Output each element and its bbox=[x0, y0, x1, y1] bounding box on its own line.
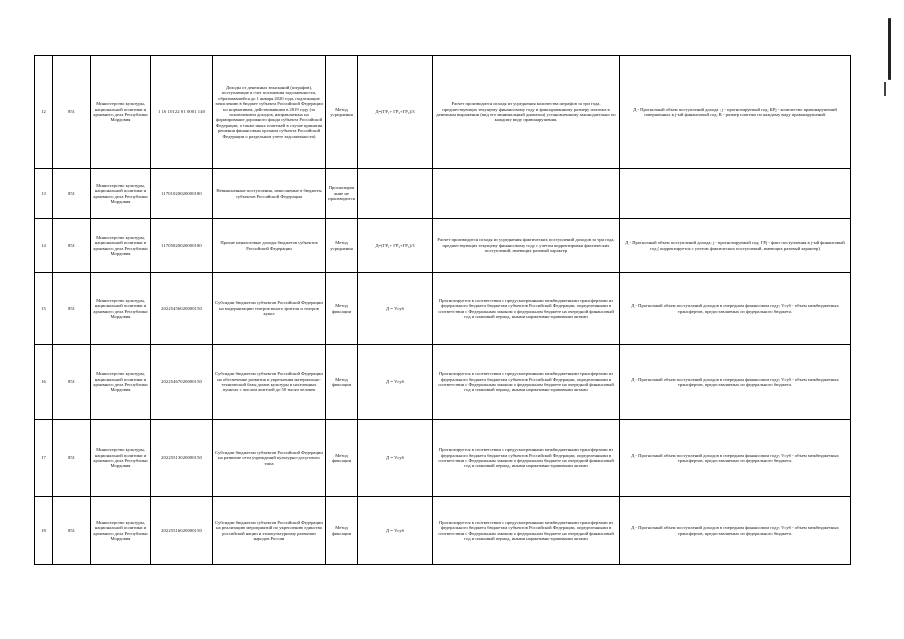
calc-formula: Д = Vсуб bbox=[358, 273, 433, 345]
kbk-code: 20225467020000150 bbox=[151, 345, 213, 420]
calc-algorithm bbox=[433, 169, 620, 219]
calc-formula: Д = Vсуб bbox=[358, 420, 433, 497]
revenue-name: Субсидии бюджетам субъектов Российской Федерации на обеспечение развития и укрепления материально-технической базы домов культуры в населенных пунктах с числом жителей до 50 тысяч человек bbox=[213, 345, 326, 420]
revenue-name: Прочие неналоговые доходы бюджетов субъектов Российской Федерации bbox=[213, 219, 326, 273]
admin-code: 851 bbox=[53, 420, 91, 497]
row-number: 16 bbox=[35, 345, 53, 420]
kbk-code: 11705020020000180 bbox=[151, 219, 213, 273]
formula-legend: Д - Прогнозный объем поступлений доходов в очередном финансовом году; Vсуб - объем межбюджетных трансфертов, предоставляемых из федерального бюджета. bbox=[620, 345, 851, 420]
kbk-code: 20225513020000150 bbox=[151, 420, 213, 497]
administrator-name: Министерство культуры, национальной политики и архивного дела Республики Мордовия bbox=[91, 169, 151, 219]
admin-code: 851 bbox=[53, 497, 91, 565]
calc-formula: Д=(ГР₁+ ГР₂+ГР₃)/3 bbox=[358, 56, 433, 169]
revenue-name: Субсидии бюджетам субъектов Российской Федерации на реализацию мероприятий по укреплению единства российской нации и этнокультурному развитию народов России bbox=[213, 497, 326, 565]
table-row bbox=[35, 219, 851, 273]
table-row bbox=[35, 169, 851, 219]
revenue-name: Субсидии бюджетам субъектов Российской Федерации на развитие сети учреждений культурно-досугового типа bbox=[213, 420, 326, 497]
administrator-name: Министерство культуры, национальной политики и архивного дела Республики Мордовия bbox=[91, 56, 151, 169]
kbk-code: 20225516020000150 bbox=[151, 497, 213, 565]
calc-algorithm: Прогнозируется в соответствии с предусмотренными межбюджетными трансфертами из федерального бюджета бюджетам субъектов Российской Федерации, определенными в соответствии с Федеральным законом о федеральном бюджете на очередной финансовый год и плановый период, иными нормативно-правовыми актами bbox=[433, 273, 620, 345]
admin-code: 851 bbox=[53, 219, 91, 273]
calc-formula: Д=(ГР₁+ ГР₂+ГР₃)/3 bbox=[358, 219, 433, 273]
calc-method: Метод усреднения bbox=[326, 56, 358, 169]
row-number: 14 bbox=[35, 219, 53, 273]
calc-method: Метод усреднения bbox=[326, 219, 358, 273]
row-number: 15 bbox=[35, 273, 53, 345]
formula-legend: Д - Прогнозный объем поступлений доходов в очередном финансовом году; Vсуб - объем межбюджетных трансфертов, предоставляемых из федерального бюджета. bbox=[620, 420, 851, 497]
table-row bbox=[35, 497, 851, 565]
formula-legend: Д - Прогнозный объем поступлений доходов в очередном финансовом году; Vсуб - объем межбюджетных трансфертов, предоставляемых из федерального бюджета. bbox=[620, 273, 851, 345]
admin-code: 851 bbox=[53, 56, 91, 169]
calc-method: Метод фиксации bbox=[326, 497, 358, 565]
scan-edge-mark bbox=[888, 18, 891, 80]
administrator-name: Министерство культуры, национальной политики и архивного дела Республики Мордовия bbox=[91, 420, 151, 497]
calc-formula: Д = Vсуб bbox=[358, 497, 433, 565]
scan-edge-mark-small bbox=[884, 82, 886, 96]
admin-code: 851 bbox=[53, 169, 91, 219]
revenue-name: Субсидии бюджетам субъектов Российской Федерации на модернизацию театров юного зрителя и театров кукол bbox=[213, 273, 326, 345]
calc-formula: Д = Vсуб bbox=[358, 345, 433, 420]
calc-algorithm: Прогнозируется в соответствии с предусмотренными межбюджетными трансфертами из федерального бюджета бюджетам субъектов Российской Федерации, определенными в соответствии с Федеральным законом о федеральном бюджете на очередной финансовый год и плановый период, иными нормативно-правовыми актами bbox=[433, 497, 620, 565]
calc-formula bbox=[358, 169, 433, 219]
calc-method: Метод фиксации bbox=[326, 345, 358, 420]
calc-method: Метод фиксации bbox=[326, 420, 358, 497]
formula-legend: Д - Прогнозный объем поступлений доходов в очередном финансовом году; Vсуб - объем межбюджетных трансфертов, предоставляемых из федерального бюджета. bbox=[620, 497, 851, 565]
row-number: 17 bbox=[35, 420, 53, 497]
admin-code: 851 bbox=[53, 273, 91, 345]
revenue-name: Невыясненные поступления, зачисляемые в бюджеты субъектов Российской Федерации bbox=[213, 169, 326, 219]
table-row bbox=[35, 345, 851, 420]
row-number: 13 bbox=[35, 169, 53, 219]
calc-method: Метод фиксации bbox=[326, 273, 358, 345]
administrator-name: Министерство культуры, национальной политики и архивного дела Республики Мордовия bbox=[91, 345, 151, 420]
formula-legend bbox=[620, 169, 851, 219]
administrator-name: Министерство культуры, национальной политики и архивного дела Республики Мордовия bbox=[91, 497, 151, 565]
revenue-forecast-table bbox=[34, 55, 851, 565]
formula-legend: Д - Прогнозный объем поступлений дохода ; j - прогнозируемый год; КРj - количество правонарушений совершенных в j-ый финансовый год; R - размер платежа по каждому виду правонарушений. bbox=[620, 56, 851, 169]
kbk-code: 1 16 10122 01 0001 140 bbox=[151, 56, 213, 169]
calc-algorithm: Расчет производится исходя из усреднения фактических поступлений доходов за три года, предшествующих текущему финансовому году с учетом корректировки фактических поступлений, имеющих разовый характер bbox=[433, 219, 620, 273]
revenue-name: Доходы от денежных взысканий (штрафов), поступающие в счет погашения задолженности, образовавшейся до 1 января 2020 года, подлежащие зачислению в бюджет субъекта Российской Федерации по нормативам, действовавшим в 2019 году (за исключением доходов, направляемых на формирование дорожного фонда субъекта Российской Федерации, а также иных платежей в случае принятия решения финансовым органом субъекта Российской Федерации о раздельном учете задолженности) bbox=[213, 56, 326, 169]
calc-algorithm: Расчет производится исходя из усреднения количества штрафов за три года, предшествующих текущему финансовому году и фиксированному размеру платежа в денежном выражении (вид его минимальный диапазон) установленному законодательно по каждому виду правонарушения. bbox=[433, 56, 620, 169]
administrator-name: Министерство культуры, национальной политики и архивного дела Республики Мордовия bbox=[91, 273, 151, 345]
kbk-code: 20225456020000150 bbox=[151, 273, 213, 345]
row-number: 18 bbox=[35, 497, 53, 565]
calc-method: Прогнозирование не производится bbox=[326, 169, 358, 219]
calc-algorithm: Прогнозируется в соответствии с предусмотренными межбюджетными трансфертами из федерального бюджета бюджетам субъектов Российской Федерации, определенными в соответствии с Федеральным законом о федеральном бюджете на очередной финансовый год и плановый период, иными нормативно-правовыми актами bbox=[433, 345, 620, 420]
kbk-code: 11701020020000180 bbox=[151, 169, 213, 219]
table-row bbox=[35, 56, 851, 169]
calc-algorithm: Прогнозируется в соответствии с предусмотренными межбюджетными трансфертами из федерального бюджета бюджетам субъектов Российской Федерации, определенными в соответствии с Федеральным законом о федеральном бюджете на очередной финансовый год и плановый период, иными нормативно-правовыми актами bbox=[433, 420, 620, 497]
formula-legend: Д - Прогнозный объем поступлений дохода; j - прогнозируемый год; ГРj - факт поступления в j-ый финансовый год ( корректируется с учетом фактических поступлений, имеющих разовый характер) bbox=[620, 219, 851, 273]
row-number: 12 bbox=[35, 56, 53, 169]
admin-code: 851 bbox=[53, 345, 91, 420]
table-row bbox=[35, 273, 851, 345]
administrator-name: Министерство культуры, национальной политики и архивного дела Республики Мордовия bbox=[91, 219, 151, 273]
table-row bbox=[35, 420, 851, 497]
